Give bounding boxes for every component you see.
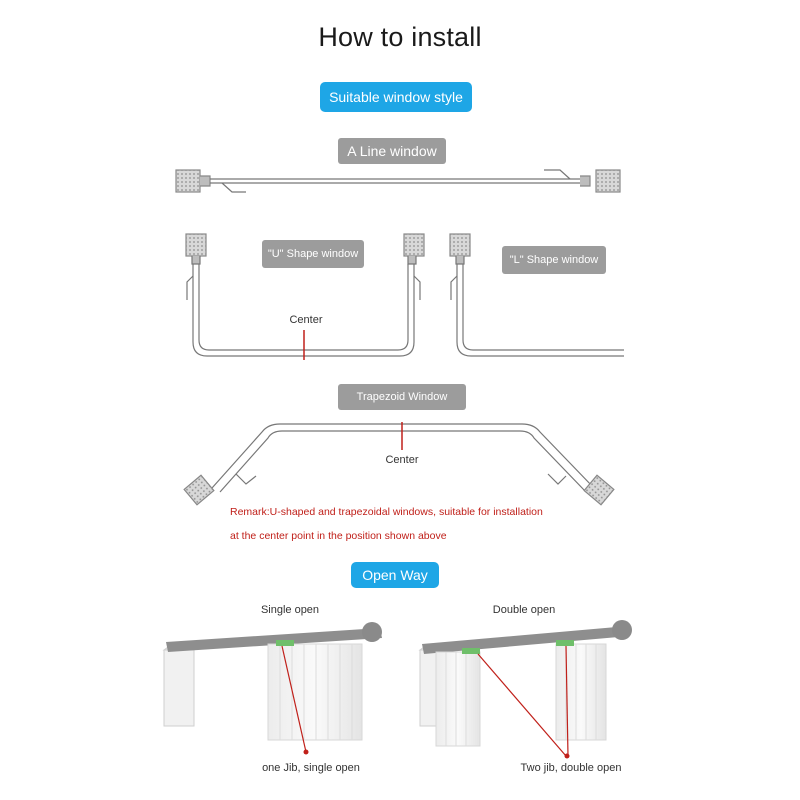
motor-icon xyxy=(186,234,206,256)
jib xyxy=(276,640,294,646)
a-line-window-label: A Line window xyxy=(338,138,446,164)
trapezoid-window-track xyxy=(184,424,614,505)
jib-right xyxy=(556,640,574,646)
curtain-right xyxy=(556,644,606,740)
l-shape-window-label: "L" Shape window xyxy=(502,246,606,274)
motor-icon xyxy=(184,475,214,504)
track-end-cap xyxy=(362,622,382,642)
u-shape-window-label: "U" Shape window xyxy=(262,240,364,268)
l-shape-window-track xyxy=(450,234,624,356)
motor-icon xyxy=(404,234,424,256)
u-shape-window-track xyxy=(186,234,424,356)
motor-icon xyxy=(596,170,620,192)
double-open-title: Double open xyxy=(492,604,556,616)
jib-left xyxy=(462,648,480,654)
motor-icon xyxy=(584,475,614,504)
single-open-illustration xyxy=(164,622,382,755)
double-open-illustration xyxy=(420,620,632,759)
u-center-label: Center xyxy=(289,314,323,326)
section-window-style-label: Suitable window style xyxy=(320,82,472,112)
motor-housing xyxy=(164,650,194,726)
curtain xyxy=(268,644,362,740)
trapezoid-center-label: Center xyxy=(385,454,419,466)
curtain-left xyxy=(436,652,480,746)
a-line-window-track xyxy=(176,170,620,192)
remark-line-2: at the center point in the position shown above xyxy=(230,530,447,542)
motor-icon xyxy=(450,234,470,256)
double-open-caption: Two jib, double open xyxy=(520,762,622,774)
track-end-cap xyxy=(612,620,632,640)
section-open-way-label: Open Way xyxy=(351,562,439,588)
trapezoid-window-label: Trapezoid Window xyxy=(338,384,466,410)
remark-line-1: Remark:U-shaped and trapezoidal windows, suitable for installation xyxy=(230,506,543,518)
single-open-title: Single open xyxy=(260,604,320,616)
single-open-caption: one Jib, single open xyxy=(262,762,360,774)
motor-icon xyxy=(176,170,200,192)
page-title: How to install xyxy=(318,22,482,52)
